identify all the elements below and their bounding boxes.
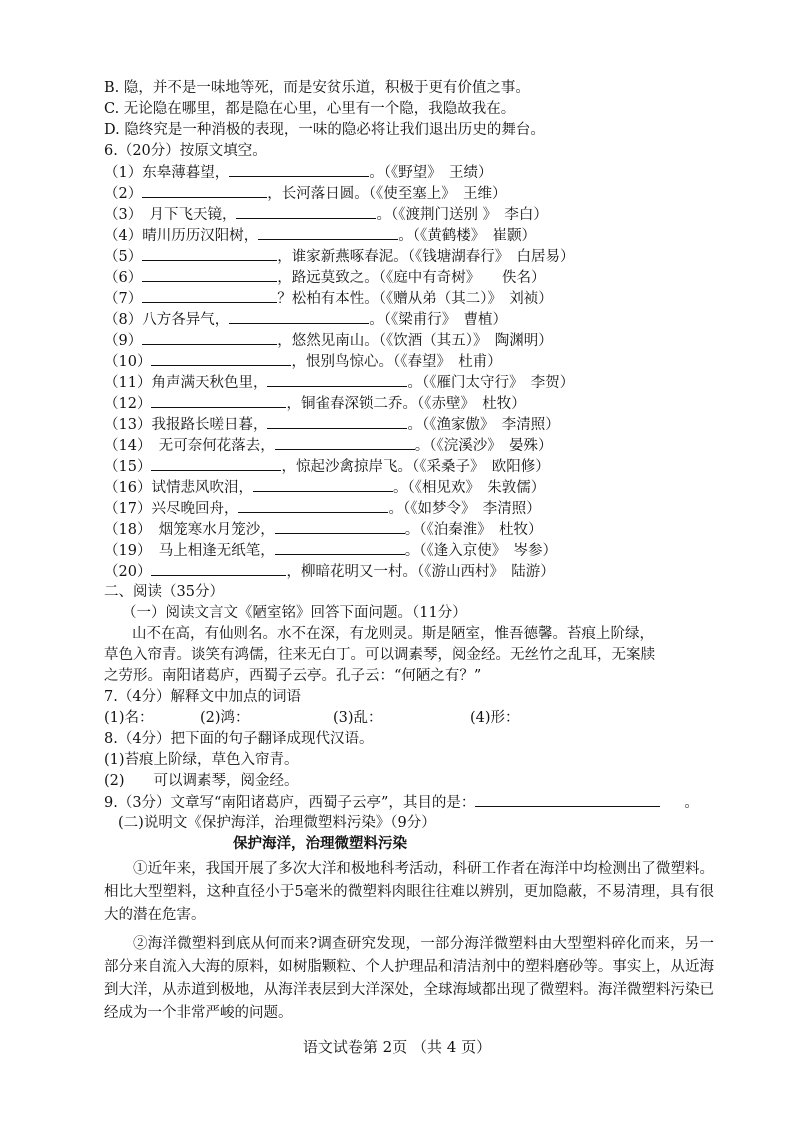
item-number: （19） [104,543,145,559]
answer-blank[interactable] [275,540,405,555]
item-pre: 我报路长嗟日暮， [151,417,268,433]
answer-blank[interactable] [151,456,281,471]
fill-item-7 [104,288,553,309]
q9 [104,792,699,813]
q7-item-3: (3)乱： [333,710,383,726]
page-footer: 语文试卷第 2页 （共 4 页） [302,1038,492,1056]
q9-text: 9.（3分）文章写“南阳诸葛庐，西蜀子云亭”，其目的是： [104,795,476,811]
fill-item-5 [104,246,574,267]
section-reading-title: 二、阅读（35分） [104,584,224,600]
answer-blank[interactable] [238,498,388,513]
q7-item-4: (4)形： [470,710,520,726]
fill-item-14 [104,435,552,456]
fill-item-4 [104,225,536,246]
item-post: ，恨别鸟惊心。（《春望》 杜甫） [291,354,502,370]
answer-blank[interactable] [142,267,277,282]
passage-line-3: 之劳形。南阳诸葛庐，西蜀子云亭。孔子云：“何陋之有？” [104,668,482,684]
q6-title: 6.（20分）按原文填空。 [104,143,267,159]
fill-item-8 [104,309,507,330]
item-number: （20） [104,564,152,580]
part2-title: (二)说明文《保护海洋，治理微塑料污染》（9分） [118,815,436,831]
option-c: C. 无论隐在哪里，都是隐在心里，心里有一个隐，我隐故我在。 [104,101,516,117]
answer-blank[interactable] [253,477,393,492]
item-post: ，悠然见南山。（《饮酒（其五）》 陶渊明） [277,333,553,349]
item-post: ，路远莫致之。（《庭中有奇树》 佚名） [277,270,546,286]
item-number: （3） [104,207,135,223]
fill-item-18 [104,519,542,540]
item-pre: 无可奈何花落去， [144,438,275,454]
item-number: （1） [104,165,143,181]
q9-end: 。 [684,795,699,811]
fill-item-12 [104,393,526,414]
item-pre: 东皋薄暮望， [142,165,230,181]
answer-blank[interactable] [142,288,277,303]
item-post: 。（《野望》 王绩） [369,165,493,181]
item-post: ，惊起沙禽掠岸飞。（《采桑子》 欧阳修） [281,459,550,475]
fill-item-10 [104,351,502,372]
paragraph-text: ①近年来，我国开展了多次大洋和极地科考活动，科研工作者在海洋中均检测出了微塑料。相比大型塑料，这种直径小于5毫米的微塑料肉眼往往难以辨别，更加隐蔽，不易清理，具有很大的潜在危害。 [104,861,714,923]
q8-item-1: (1)苔痕上阶绿，草色入帘青。 [104,752,299,768]
item-post: 。（《如梦令》 李清照） [388,501,541,517]
item-number: （15） [104,459,152,475]
answer-blank[interactable] [275,519,405,534]
item-number: （8） [104,312,143,328]
article-title: 保护海洋，治理微塑料污染 [233,835,407,852]
item-number: （5） [104,249,143,265]
item-post: 。（《相见欢》 朱敦儒） [392,480,546,496]
item-pre: 兴尽晚回舟， [151,501,239,517]
item-post: ？松柏有本性。（《赠从弟（其二）》 刘祯） [277,291,553,307]
item-number: （10） [104,354,152,370]
item-number: （4） [104,228,143,244]
item-pre: 试情悲风吹泪， [151,480,253,496]
item-post: 。（《泊秦淮》 杜牧） [404,522,543,538]
item-post: 。（《雁门太守行》 李贺） [407,375,575,391]
fill-item-1 [104,162,492,183]
fill-item-16 [104,477,545,498]
paragraph-text: ②海洋微塑料到底从何而来?调查研究发现，一部分海洋微塑料由大型塑料碎化而来，另一部分来自流入大海的原料，如树脂颗粒、个人护理品和清洁剂中的塑料磨砂等。事实上，从近海到大洋，从赤道到极地，从海洋表层到大洋深处，全球海域都出现了微塑料。海洋微塑料污染已经成为一个非常严峻的问题。 [104,936,714,1021]
item-pre: 月下飞天镜， [134,207,237,223]
item-number: （12） [104,396,152,412]
fill-item-17 [104,498,541,519]
answer-blank[interactable] [267,414,407,429]
item-pre: 晴川历历汉阳树， [142,228,259,244]
q7-item-2: (2)鸿： [200,710,250,726]
item-post: 。（《浣溪沙》 晏殊） [414,438,553,454]
item-post: 。（《逢入京使》 岑参） [404,543,557,559]
q7-item-1: (1)名： [104,710,154,726]
item-post: 。（《黄鹤楼》 崔颢） [398,228,536,244]
article-paragraph-2 [104,933,714,1025]
answer-blank[interactable] [229,162,369,177]
answer-blank[interactable] [267,372,407,387]
item-number: （16） [104,480,152,496]
passage-line-1: 山不在高，有仙则名。水不在深，有龙则灵。斯是陋室，惟吾德馨。苔痕上阶绿， [132,626,654,642]
answer-blank[interactable] [151,393,286,408]
item-number: （11） [104,375,152,391]
item-post: ，长河落日圆。（《使至塞上》 王维） [267,186,507,202]
option-d: D. 隐终究是一种消极的表现，一味的隐必将让我们退出历史的舞台。 [104,122,545,138]
passage-line-2: 草色入帘青。谈笑有鸿儒，往来无白丁。可以调素琴，阅金经。无丝竹之乱耳，无案牍 [104,647,655,663]
fill-item-9 [104,330,553,351]
answer-blank[interactable] [142,330,277,345]
item-number: （13） [104,417,152,433]
item-number: （14） [104,438,145,454]
fill-item-13 [104,414,560,435]
answer-blank[interactable] [229,309,369,324]
item-number: （2） [104,186,143,202]
fill-item-2 [104,183,506,204]
item-pre: 角声满天秋色里， [151,375,268,391]
item-pre: 八方各异气， [142,312,230,328]
fill-item-19 [104,540,557,561]
article-paragraph-1 [104,858,714,927]
answer-blank[interactable] [142,246,277,261]
answer-blank[interactable] [151,561,286,576]
item-pre: 烟笼寒水月笼沙， [144,522,275,538]
answer-blank[interactable] [258,225,398,240]
fill-item-15 [104,456,550,477]
item-post: 。（《渔家傲》 李清照） [407,417,560,433]
item-number: （7） [104,291,143,307]
q8-item-2: (2) 可以调素琴，阅金经。 [104,773,299,789]
answer-blank[interactable] [236,204,376,219]
answer-blank[interactable] [475,792,660,807]
option-b: B. 隐，并不是一味地等死，而是安贫乐道，积极于更有价值之事。 [104,80,530,96]
item-post: 。（《梁甫行》 曹植） [369,312,507,328]
fill-item-3 [104,204,548,225]
fill-item-20 [104,561,555,582]
item-post: ，谁家新燕啄春泥。（《钱塘湖春行》 白居易） [277,249,575,265]
part1-title: （一）阅读文言文《陋室铭》回答下面问题。（11分） [122,605,467,621]
item-post: 。（《渡荆门送别 》 李白） [376,207,548,223]
item-pre: 马上相逢无纸笔， [144,543,275,559]
answer-blank[interactable] [275,435,415,450]
item-number: （17） [104,501,152,517]
item-number: （6） [104,270,143,286]
fill-item-11 [104,372,574,393]
item-number: （9） [104,333,143,349]
item-number: （18） [104,522,145,538]
answer-blank[interactable] [142,183,267,198]
item-post: ，铜雀春深锁二乔。（《赤壁》 杜牧） [286,396,526,412]
fill-item-6 [104,267,545,288]
answer-blank[interactable] [151,351,291,366]
item-post: ，柳暗花明又一村。（《游山西村》 陆游） [286,564,555,580]
q8-title: 8.（4分）把下面的句子翻译成现代汉语。 [104,731,374,747]
q7-title: 7.（4分）解释文中加点的词语 [104,689,302,705]
